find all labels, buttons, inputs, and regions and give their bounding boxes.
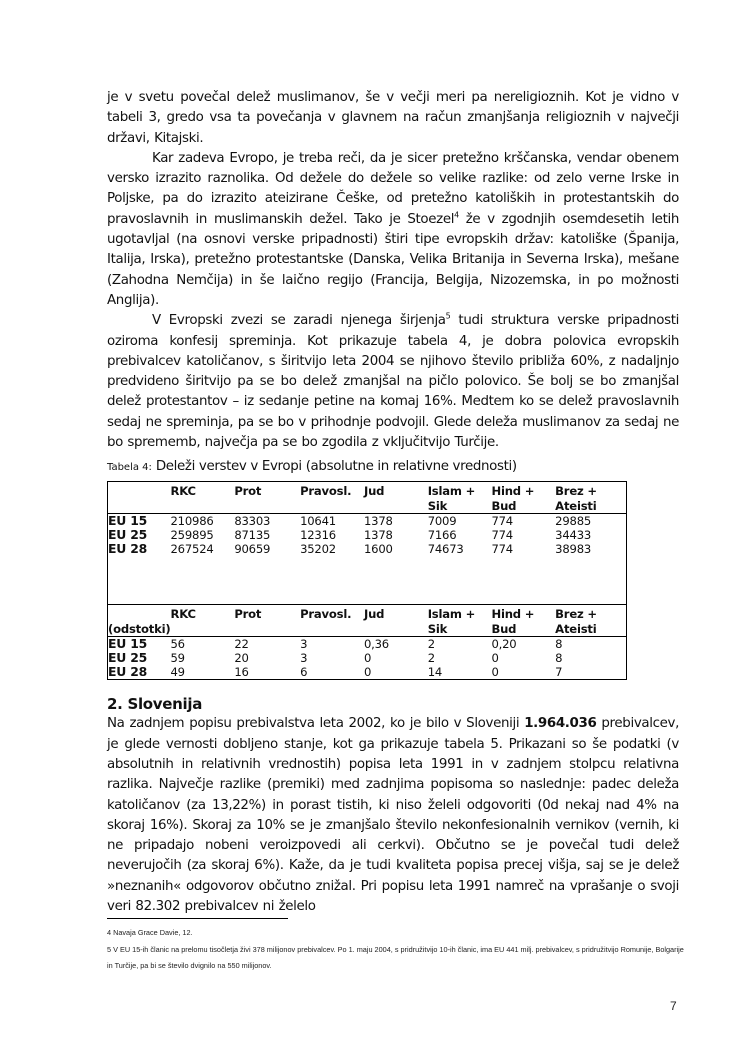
footnote: 5 V EU 15-ih članic na prelomu tisočletja živi 378 milijonov prebivalcev. Po 1. maju 2004, s pridružitvijo 10-ih članic, ima EU 441 milj. prebivalcev, s pridružitvijo Romunije, Bolgarije in Turčije, pa bi se število dvignilo na 550 milijonov. <box>107 944 684 970</box>
table-cell: 0,36 <box>363 636 389 651</box>
table-cell: 35202 <box>300 542 336 557</box>
header-line: Bud <box>491 498 517 513</box>
religion-share-table <box>107 481 627 680</box>
table-spacer-row <box>108 556 627 605</box>
table-cell: 774 <box>491 513 513 528</box>
table-cell-pad <box>626 636 627 651</box>
table-row <box>108 513 627 528</box>
paragraph-text: Kar zadeva Evropo, je treba reči, da je sicer pretežno krščanska, vendar obenem versko izrazito raznolika. Od dežele do dežele so velike razlike: od zelo verne Irske in Poljske, pa do izrazito ateizirane Češke, od pretežno katoliških in protestantskih do pravoslavnih in muslimanskih dežel. Tako je Stoezel <box>107 150 679 227</box>
table-header-row <box>108 605 627 636</box>
header-line: Sik <box>427 621 448 636</box>
table-header-cell <box>555 605 626 636</box>
table-header-cell <box>300 605 364 636</box>
table-header-cell <box>108 482 171 513</box>
footnote-separator <box>107 918 288 919</box>
population-count: 1.964.036 <box>524 716 597 732</box>
row-label: EU 25 <box>108 526 148 542</box>
page-number: 7 <box>670 999 677 1013</box>
table-cell-pad <box>626 665 627 680</box>
table-caption-label: Tabela 4: <box>107 462 152 474</box>
table-row <box>108 528 627 542</box>
row-label: EU 28 <box>108 541 148 557</box>
row-label: EU 15 <box>108 512 148 528</box>
table-cell: 49 <box>170 665 185 680</box>
table-cell: 56 <box>170 636 185 651</box>
table-cell: 7009 <box>427 513 457 528</box>
row-label: EU 28 <box>108 664 148 680</box>
table-row <box>108 651 627 665</box>
table-header-cell <box>300 482 364 513</box>
header-line: Bud <box>491 621 517 636</box>
table-cell-pad <box>626 542 627 556</box>
paragraph-text: Na zadnjem popisu prebivalstva leta 2002, ko je bilo v Sloveniji <box>107 716 525 732</box>
table-cell: 2 <box>427 636 435 651</box>
header-line: RKC <box>170 484 196 499</box>
table-cell: 90659 <box>234 542 271 557</box>
table-row <box>108 542 627 556</box>
table-header-cell <box>491 482 555 513</box>
footnote-ref[interactable]: 5 <box>445 311 451 321</box>
table-row <box>108 636 627 651</box>
table-cell-pad <box>626 605 627 636</box>
table-header-cell <box>171 482 235 513</box>
table-cell: 0 <box>363 650 372 665</box>
table-cell: 0,20 <box>491 636 517 651</box>
paragraph <box>107 149 679 311</box>
header-line: Hind + <box>491 484 535 499</box>
table-cell: 87135 <box>234 527 271 542</box>
table-header-cell <box>428 482 492 513</box>
footnote-ref[interactable]: 4 <box>454 210 459 220</box>
table-cell: 0 <box>363 665 372 680</box>
header-line: Jud <box>363 607 385 622</box>
header-line: Brez + <box>555 484 597 499</box>
table-cell: 6 <box>300 665 308 680</box>
header-line: Ateisti <box>555 621 597 636</box>
table-header-cell <box>234 482 300 513</box>
table-cell-pad <box>626 482 627 513</box>
table-cell: 1378 <box>363 513 393 528</box>
table-cell: 12316 <box>300 527 336 542</box>
page-body <box>107 88 679 917</box>
paragraph: je v svetu povečal delež muslimanov, še v večji meri pa nereligioznih. Kot je vidno v tabeli 3, gredo vsa ta povečanja v glavnem na račun zmanjšanja religioznih v največji državi, Kitajski. <box>107 90 679 146</box>
header-line: Pravosl. <box>300 607 352 622</box>
header-line: Prot <box>234 607 262 622</box>
row-label: EU 25 <box>108 649 148 665</box>
header-line: Jud <box>363 484 385 499</box>
table-header-cell <box>171 605 235 636</box>
table-cell-pad <box>626 528 627 542</box>
paragraph <box>107 311 679 453</box>
table-cell: 1600 <box>363 542 393 557</box>
table-cell: 29885 <box>555 513 592 528</box>
header-line: Ateisti <box>555 498 597 513</box>
table-cell: 38983 <box>555 542 592 557</box>
table-cell: 10641 <box>300 513 336 528</box>
paragraph-text: V Evropski zvezi se zaradi njenega širjenja <box>152 313 446 329</box>
header-line: Sik <box>427 498 448 513</box>
header-line: RKC <box>170 607 196 622</box>
table-cell: 74673 <box>427 542 464 557</box>
paragraph-text: tudi struktura verske pripadnosti oziroma konfesij spreminja. Kot prikazuje tabela 4, je dobra polovica evropskih prebivalcev katoličanov, s širitvijo leta 2004 se njihovo število približa 60%, z nadaljnjo predvideno širitvijo pa se bo delež zmanjšal na pičlo polovico. Še bolj se bo zmanjšal delež protestantov – iz sedanje petine na komaj 16%. Medtem ko se delež pravoslavnih sedaj ne spreminja, pa se bo v prihodnje podvojil. Glede deleža muslimanov za sedaj ne bo sprememb, največja pa se bo zgodila z vključitvijo Turčije. <box>107 313 679 451</box>
table-cell: 3 <box>300 636 308 651</box>
table-cell: 22 <box>234 636 249 651</box>
table-cell: 210986 <box>170 513 214 528</box>
table-cell: 1378 <box>363 527 393 542</box>
table-cell: 8 <box>555 636 563 651</box>
header-line: Brez + <box>555 607 597 622</box>
table-cell: 267524 <box>170 542 214 557</box>
table-cell: 8 <box>555 650 563 665</box>
table-cell: 774 <box>491 527 513 542</box>
table-cell: 34433 <box>555 527 592 542</box>
table-cell: 3 <box>300 650 308 665</box>
table-cell: 7 <box>555 665 563 680</box>
table-cell: 7166 <box>427 527 457 542</box>
paragraph <box>107 714 679 917</box>
table-cell: 0 <box>491 665 499 680</box>
footnotes <box>107 925 687 975</box>
footnote: 4 Navaja Grace Davie, 12. <box>107 928 193 937</box>
table-cell: 59 <box>170 650 185 665</box>
header-line: Islam + <box>427 607 476 622</box>
table-cell: 774 <box>491 542 513 557</box>
table-cell: 16 <box>234 665 249 680</box>
paragraph-text: že v zgodnjih osemdesetih letih ugotavljal (na osnovi verske pripadnosti) štiri tipe evropskih držav: katoliške (Španija, Italija, Irska), pretežno protestantske (Danska, Velika Britanija in Severna Irska), mešane (Zahodna Nemčija) in še laično regijo (Francija, Belgija, Nizozemska, in po možnosti Anglija). <box>107 211 679 308</box>
header-line: Pravosl. <box>300 484 352 499</box>
table-header-cell <box>234 605 300 636</box>
table-row <box>108 665 627 680</box>
table-cell: 83303 <box>234 513 271 528</box>
table-cell-pad <box>626 651 627 665</box>
table-header-cell <box>428 605 492 636</box>
table-cell-pad <box>626 513 627 528</box>
table-cell: 2 <box>427 650 435 665</box>
table-caption-text: Deleži verstev v Evropi (absolutne in relativne vrednosti) <box>151 459 517 475</box>
section-heading: 2. Slovenija <box>107 695 203 714</box>
table-cell: 0 <box>491 650 499 665</box>
header-line: Islam + <box>427 484 476 499</box>
table-header-cell <box>555 482 626 513</box>
table-header-cell <box>364 605 428 636</box>
header-line: Hind + <box>491 607 535 622</box>
table-cell: 14 <box>427 665 443 680</box>
paragraph-text: prebivalcev, je glede vernosti dobljeno stanje, kot ga prikazuje tabela 5. Prikazani so še podatki (v absolutnih in relativnih vrednostih) popisa leta 1991 in v zadnjem stolpcu relativna razlika. Največje razlike (premiki) med zadnjima popisoma so naslednje: padec deleža katoličanov (za 13,22%) in porast tistih, ki niso želeli odgovoriti (0d nekaj nad 4% na skoraj 16%). Skoraj za 10% se je zmanjšalo število nekonfesionalnih vernikov (vernih, ki ne pripadajo nobeni veroizpovedi ali cerkvi). Občutno se je povečal tudi delež neverujočih (za skoraj 6%). Kaže, da je tudi kvaliteta popisa precej višja, saj se je delež »neznanih« odgovorov občutno znižal. Pri popisu leta 1991 namreč na vprašanje o svoji veri 82.302 prebivalcev ni želelo <box>107 716 680 915</box>
header-line: Prot <box>234 484 262 499</box>
table-header-row <box>108 482 627 513</box>
table-header-cell <box>491 605 555 636</box>
table-cell: 20 <box>234 650 249 665</box>
percent-label: (odstotki) <box>108 605 171 636</box>
table-cell: 259895 <box>170 527 214 542</box>
row-label: EU 15 <box>108 635 148 651</box>
table-header-cell <box>364 482 428 513</box>
table-caption <box>107 457 679 478</box>
